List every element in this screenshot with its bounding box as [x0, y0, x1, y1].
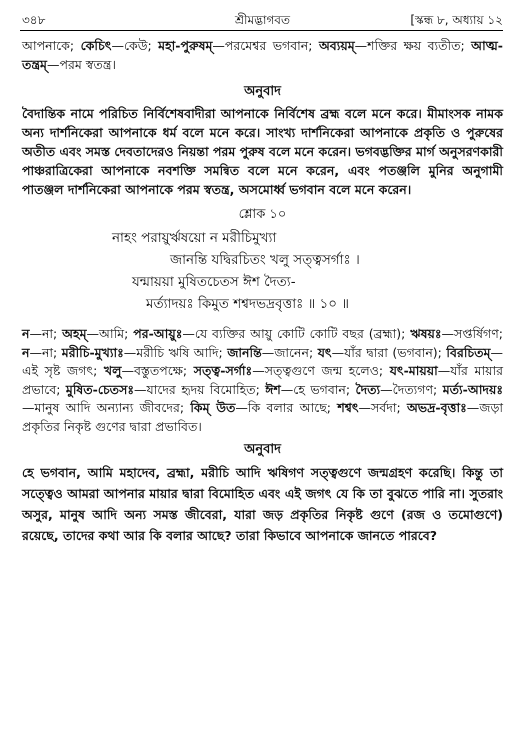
synonym-meaning: —জানেন;: [261, 344, 318, 360]
synonym-word: মুষিত-চেতসঃ: [65, 381, 134, 397]
translation-paragraph: হে ভগবান, আমি মহাদেব, ব্রহ্মা, মরীচি আদি ঋষিগণ সত্ত্বগুণে জন্মগ্রহণ করেছি। কিন্তু তা সত্ত্বেও আমরা আপনার মায়ার দ্বারা বিমোহিত এবং এই জগৎ যে কি তা বুঝতে পারি না। সুতরাং অসুর, মানুষ আদি অন্য সমস্ত জীবেরা, যারা জড় প্রকৃতির নিকৃষ্ট গুণে (রজ ও তমোগুণে) রয়েছে, তাদের কথা আর কি বলার আছে? তারা কিভাবে আপনাকে জানতে পারবে?: [22, 465, 504, 543]
synonym-word: শশ্বৎ: [337, 400, 359, 415]
header-rule: [20, 30, 503, 31]
synonym-meaning: —জড়া প্রকৃতির নিকৃষ্ট গুণের দ্বারা প্রভাবিত।: [22, 400, 504, 434]
synonym-meaning: —যে ব্যক্তির আয়ু কোটি কোটি বছর (ব্রহ্মা);: [182, 326, 411, 341]
synonym-word: অভদ্র-বৃত্তাঃ: [406, 400, 467, 415]
synonym-meaning: —মরীচি ঋষি আদি;: [123, 344, 228, 360]
synonym-word: খলু: [103, 363, 122, 378]
synonym-word: দৈত্য: [355, 381, 381, 397]
page-number: ৩৪৮: [22, 13, 46, 27]
translation-heading: অনুবাদ: [244, 442, 281, 457]
synonym-meaning: —যাঁর মায়ার প্রভাবে;: [22, 363, 503, 397]
synonym-word: কিম্‌ উত: [190, 400, 236, 415]
translation-paragraph: বৈদান্তিক নামে পরিচিত নির্বিশেষবাদীরা আপনাকে নির্বিশেষ ব্রহ্ম বলে মনে করে। মীমাংসক নামক অন্য দার্শনিকেরা আপনাকে ধর্ম বলে মনে করে। সাংখ্য দার্শনিকেরা আপনাকে প্রকৃতি ও পুরুষের অতীত এবং সমস্ত দেবতাদেরও নিয়ন্তা পরম পুরুষ বলে মনে করেন। ভগবদ্ভক্তির মার্গ অনুসরণকারী পাঞ্চরাত্রিকেরা আপনাকে নবশক্তি সমন্বিত বলে মনে করেন, এবং পতঞ্জলি মুনির অনুগামী পাতঞ্জল দার্শনিকেরা আপনাকে পরম স্বতন্ত্র, অসমোর্ধ্ব ভগবান বলে মনে করেন।: [22, 106, 503, 197]
synonym-word: ঈশ: [265, 381, 281, 397]
verse-line: জানন্তি যদ্বিরচিতং খলু সত্ত্বসর্গাঃ ।: [170, 252, 360, 268]
synonym-word: বিরচিতম্‌: [446, 344, 491, 360]
synonym-meaning: —কি বলার আছে;: [235, 400, 338, 415]
synonym-meaning: —না;: [29, 344, 62, 360]
translation-heading: অনুবাদ: [244, 84, 281, 99]
verse-line: নাহং পরায়ুর্ঋষয়ো ন মরীচিমুখ্যা: [112, 230, 277, 246]
synonym-meaning: —আমি;: [86, 326, 134, 341]
synonym-meaning: —হে ভগবান;: [280, 381, 356, 397]
verse-line: যন্মায়য়া মুষিতচেতস ঈশ দৈত্য-: [132, 274, 296, 290]
synonym-word: সত্ত্ব-সর্গাঃ: [193, 363, 253, 378]
synonym-word: জানন্তি: [227, 344, 262, 360]
synonym-word: যৎ-মায়য়া: [389, 363, 438, 378]
synonym-word: পর-আয়ুঃ: [133, 326, 183, 341]
synonym-meaning: —দৈত্যগণ;: [380, 381, 443, 397]
verse-block: [22, 205, 503, 315]
synonym-word: ঋষয়ঃ: [410, 326, 442, 341]
synonym-meaning: —না;: [29, 326, 63, 341]
synonym-meaning: —বস্তুতপক্ষে;: [121, 363, 194, 378]
book-title: শ্রীমদ্ভাগবত: [234, 13, 290, 27]
synonym-meaning: —সপ্তর্ষিগণ;: [441, 326, 503, 341]
page-body: [22, 36, 503, 546]
verse-title: শ্লোক ১০: [238, 207, 287, 222]
synonyms-continuation: আপনাকে; কেচিৎ—কেউ; মহা-পুরুষম্‌—পরমেশ্বর ভগবান; অব্যয়ম্‌—শক্তির ক্ষয় ব্যতীত; আত্ম-তন্ত্রম্‌—পরম স্বতন্ত্র।: [22, 38, 503, 72]
synonym-word: ন: [22, 344, 30, 360]
synonym-word: যৎ: [317, 344, 332, 360]
page-header: [22, 8, 503, 30]
verse-line: মর্ত্যাদয়ঃ কিমুত শশ্বদভদ্রবৃত্তাঃ ॥ ১০ ॥: [146, 296, 349, 312]
synonym-word: ন: [22, 326, 30, 341]
synonym-meaning: —যাদের হৃদয় বিমোহিত;: [134, 381, 266, 397]
synonym-meaning: —যাঁর দ্বারা (ভগবান);: [331, 344, 447, 360]
synonym-meaning: —এই সৃষ্ট জগৎ;: [22, 344, 503, 378]
synonym-word: মরীচি-মুখ্যাঃ: [61, 344, 124, 360]
synonym-word: অহম্‌: [62, 326, 87, 341]
synonyms-paragraph: [22, 325, 503, 436]
synonym-meaning: —সর্বদা;: [358, 400, 407, 415]
synonym-meaning: —মানুষ আদি অন্যান্য জীবদের;: [22, 400, 191, 415]
synonym-word: মর্ত্য-আদয়ঃ: [442, 381, 503, 397]
synonym-meaning: —সত্ত্বগুণে জন্ম হলেও;: [252, 363, 390, 378]
chapter-reference: [স্কন্ধ ৮, অধ্যায় ১২: [410, 13, 503, 27]
